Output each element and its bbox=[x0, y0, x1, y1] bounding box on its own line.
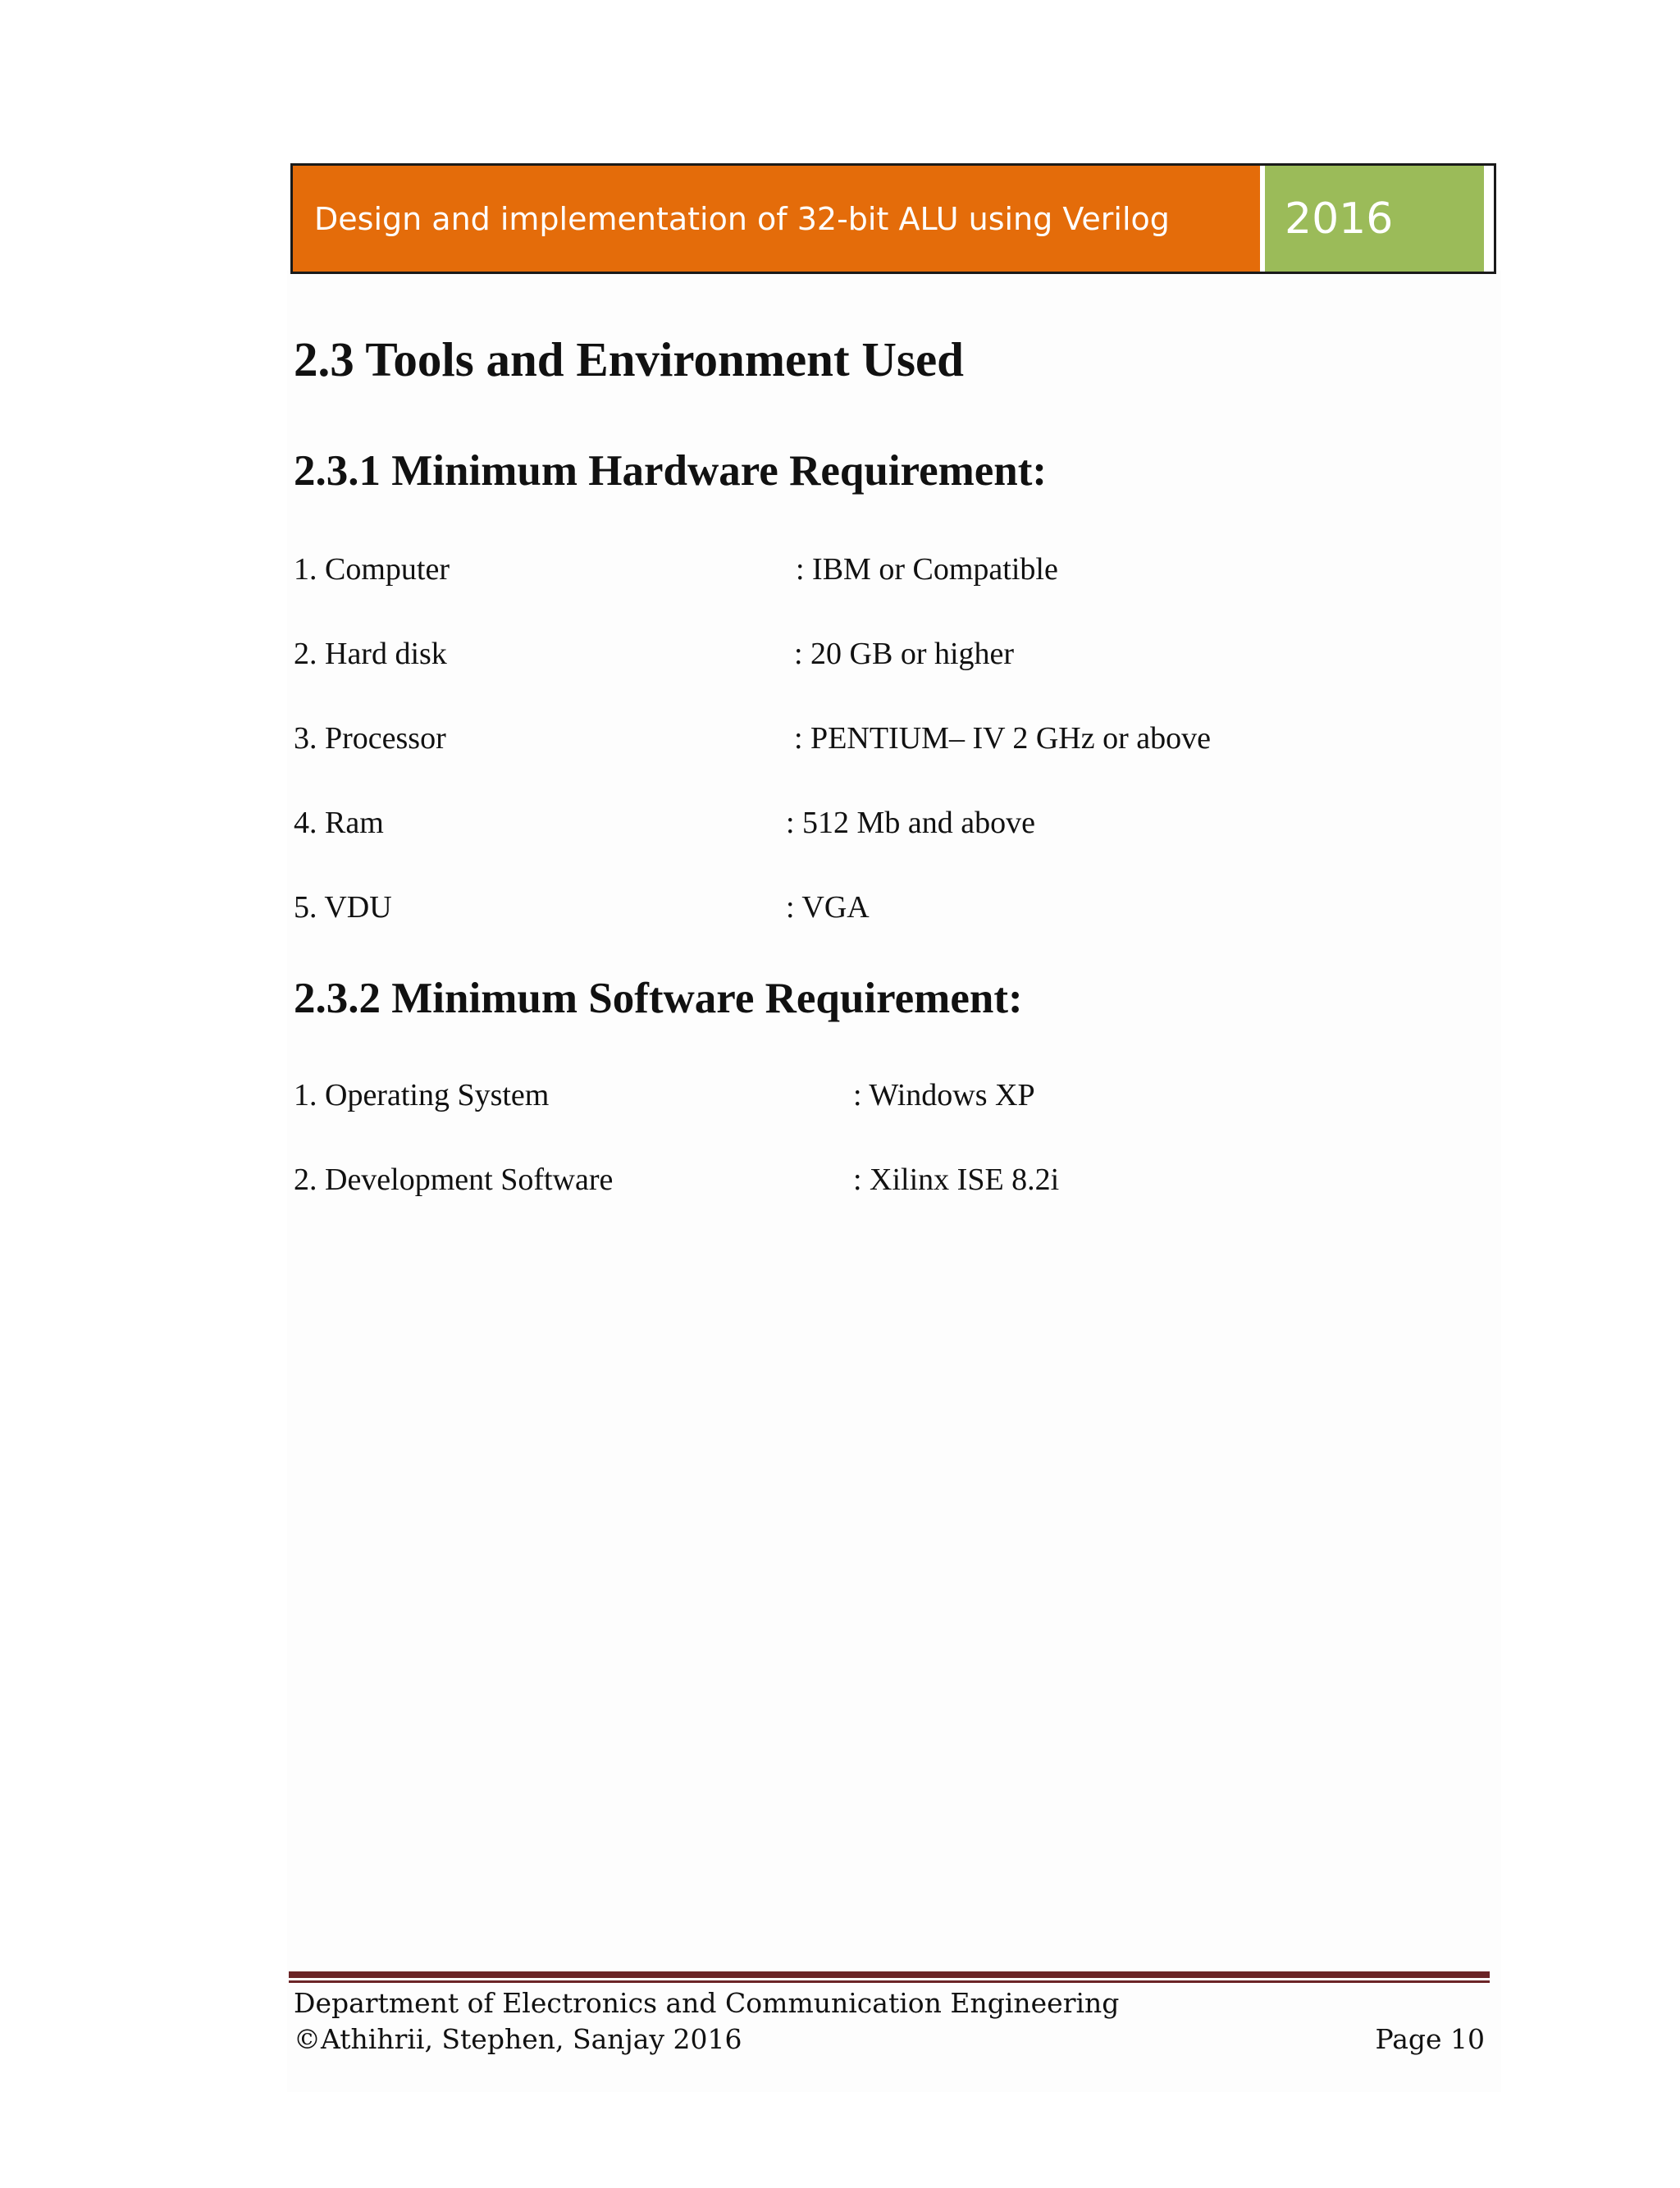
hardware-heading: 2.3.1 Minimum Hardware Requirement: bbox=[294, 447, 1048, 495]
header-title: Design and implementation of 32-bit ALU using Verilog bbox=[293, 166, 1260, 272]
footer-copyright: ©Athihrii, Stephen, Sanjay 2016 bbox=[294, 2023, 742, 2055]
hardware-item-value: : 512 Mb and above bbox=[786, 806, 1035, 840]
hardware-item-value: : IBM or Compatible bbox=[796, 552, 1058, 587]
hardware-item-label: 5. VDU bbox=[294, 890, 392, 925]
hardware-item-label: 3. Processor bbox=[294, 721, 446, 756]
software-item-value: : Windows XP bbox=[853, 1078, 1035, 1112]
software-item-label: 1. Operating System bbox=[294, 1078, 550, 1112]
hardware-item-value: : 20 GB or higher bbox=[794, 637, 1015, 671]
header-year: 2016 bbox=[1265, 166, 1484, 272]
software-item-value: : Xilinx ISE 8.2i bbox=[853, 1163, 1060, 1197]
hardware-item-label: 2. Hard disk bbox=[294, 637, 447, 671]
page-number: Page 10 bbox=[1375, 2023, 1485, 2055]
footer-rule-thin bbox=[289, 1980, 1490, 1983]
footer-rule bbox=[289, 1971, 1490, 1978]
hardware-item-value: : VGA bbox=[786, 890, 870, 925]
software-heading: 2.3.2 Minimum Software Requirement: bbox=[294, 975, 1023, 1022]
section-heading: 2.3 Tools and Environment Used bbox=[294, 332, 964, 386]
hardware-item-value: : PENTIUM– IV 2 GHz or above bbox=[794, 721, 1211, 756]
footer-department: Department of Electronics and Communication Engineering bbox=[294, 1987, 1120, 2019]
software-item-label: 2. Development Software bbox=[294, 1163, 614, 1197]
hardware-item-label: 1. Computer bbox=[294, 552, 450, 587]
running-header bbox=[290, 163, 1496, 274]
hardware-item-label: 4. Ram bbox=[294, 806, 384, 840]
